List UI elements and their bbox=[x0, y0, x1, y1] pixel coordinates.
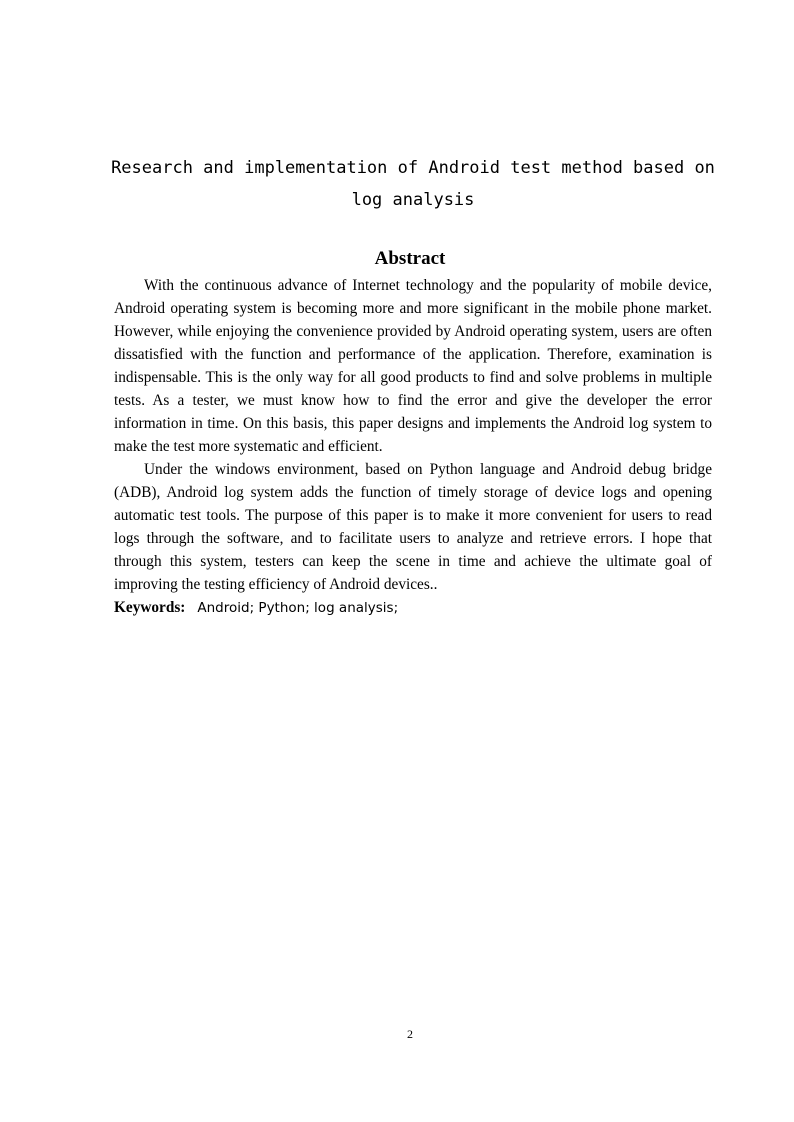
abstract-paragraph-1: With the continuous advance of Internet technology and the popularity of mobile device, Android operating system is becoming more and more significant in the mobile phone market. However, while enjoying the convenience provided by Android operating system, users are often dissatisfied with the function and performance of the application. Therefore, examination is indispensable. This is the only way for all good products to find and solve problems in multiple tests. As a tester, we must know how to find the error and give the developer the error information in time. On this basis, this paper designs and implements the Android log system to make the test more systematic and efficient. bbox=[114, 277, 712, 455]
keywords-values: Android; Python; log analysis; bbox=[197, 600, 399, 616]
keywords-line bbox=[114, 596, 712, 620]
keywords-label: Keywords: bbox=[114, 599, 186, 616]
abstract-heading: Abstract bbox=[374, 248, 446, 269]
abstract-paragraph-2: Under the windows environment, based on Python language and Android debug bridge (ADB), Android log system adds the function of timely storage of device logs and opening automatic test tools. The purpose of this paper is to make it more convenient for users to read logs through the software, and to facilitate users to analyze and retrieve errors. I hope that through this system, testers can keep the scene in time and achieve the ultimate goal of improving the testing efficiency of Android devices.. bbox=[114, 461, 712, 593]
paper-title: Research and implementation of Android test method based on log analysis bbox=[111, 158, 715, 210]
abstract-body bbox=[114, 274, 712, 620]
page-number: 2 bbox=[407, 1027, 413, 1041]
